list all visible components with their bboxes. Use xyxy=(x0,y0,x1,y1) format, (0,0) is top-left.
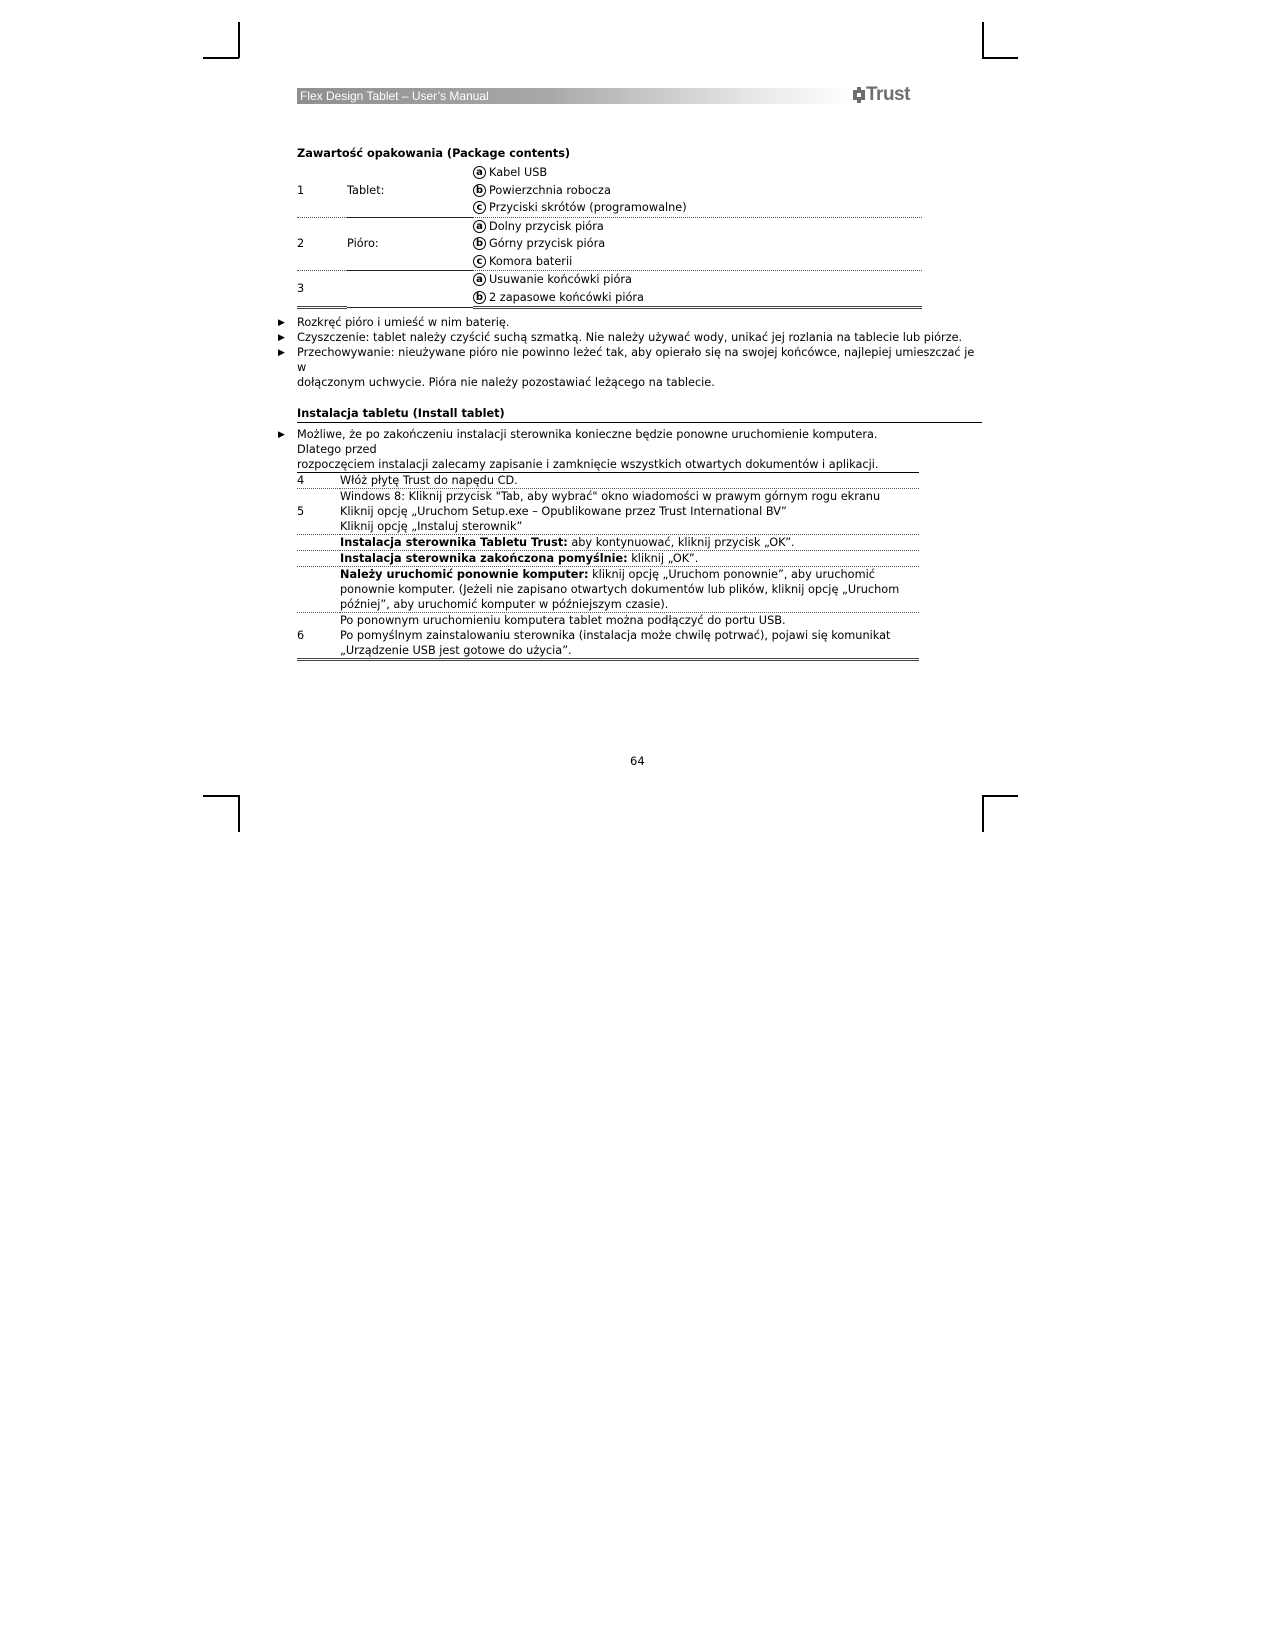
package-item-text: Górny przycisk pióra xyxy=(489,237,606,251)
bullet-arrow-icon: ▶ xyxy=(278,348,285,358)
package-item xyxy=(473,289,922,307)
package-row-items xyxy=(473,271,922,308)
header-title: Flex Design Tablet – User’s Manual xyxy=(300,89,489,103)
package-item-text: Powierzchnia robocza xyxy=(489,183,611,197)
install-title: Instalacja tabletu (Install tablet) xyxy=(297,406,982,423)
install-step-row xyxy=(297,551,919,567)
crop-mark-top-right-h xyxy=(982,57,1018,59)
notes-list xyxy=(278,315,977,390)
install-step-line: Należy uruchomić ponownie komputer: kliknij opcję „Uruchom ponownie”, aby uruchomić xyxy=(340,568,875,581)
install-step-row xyxy=(297,489,919,535)
install-step-text xyxy=(340,613,919,660)
install-step-line: Instalacja sterownika zakończona pomyślnie: kliknij „OK”. xyxy=(340,552,699,565)
package-item xyxy=(473,253,922,271)
crop-mark-top-left-v xyxy=(238,22,240,58)
package-item xyxy=(473,271,922,289)
package-item xyxy=(473,182,922,200)
package-item-text: Przyciski skrótów (programowalne) xyxy=(489,201,687,215)
trust-logo-text: Trust xyxy=(866,84,910,105)
install-step-line: Kliknij opcję „Uruchom Setup.exe – Opublikowane przez Trust International BV” xyxy=(340,505,787,518)
package-row-items xyxy=(473,164,922,217)
install-step-number: 5 xyxy=(297,489,340,535)
circled-letter-icon: b xyxy=(473,291,486,304)
install-step-bold: Należy uruchomić ponownie komputer: xyxy=(340,568,589,581)
trust-logo xyxy=(853,84,910,106)
install-step-line: później”, aby uruchomić komputer w późniejszym czasie). xyxy=(340,598,669,611)
install-step-number xyxy=(297,567,340,613)
crop-mark-top-left-h xyxy=(203,57,239,59)
install-step-number xyxy=(297,551,340,567)
install-step-number xyxy=(297,535,340,551)
bullet-arrow-icon: ▶ xyxy=(278,318,285,328)
note-item: ▶ Rozkręć pióro i umieść w nim baterię. xyxy=(278,316,510,329)
package-item xyxy=(473,235,922,253)
install-step-bold: Instalacja sterownika Tabletu Trust: xyxy=(340,536,568,549)
note-item: ▶ Czyszczenie: tablet należy czyścić suchą szmatką. Nie należy używać wody, unikać jej rozlania na tablecie lub piórze. xyxy=(278,331,963,344)
circled-letter-icon: a xyxy=(473,166,486,179)
circled-letter-icon: c xyxy=(473,255,486,268)
package-item-text: Usuwanie końcówki pióra xyxy=(489,273,632,287)
package-item-text: Kabel USB xyxy=(489,166,548,180)
package-item xyxy=(473,218,922,236)
package-row-number: 1 xyxy=(297,164,347,217)
circled-letter-icon: b xyxy=(473,237,486,250)
crop-mark-bottom-left-v xyxy=(238,795,240,832)
install-step-line: Po ponownym uruchomieniu komputera tablet można podłączyć do portu USB. xyxy=(340,614,786,627)
install-steps-table xyxy=(297,473,919,661)
crop-mark-bottom-right-h xyxy=(982,795,1018,797)
circled-letter-icon: a xyxy=(473,273,486,286)
package-item-text: Dolny przycisk pióra xyxy=(489,219,604,233)
package-contents-title: Zawartość opakowania (Package contents) xyxy=(297,147,571,160)
install-step-text xyxy=(340,567,919,613)
install-step-line: Windows 8: Kliknij przycisk "Tab, aby wybrać" okno wiadomości w prawym górnym rogu ekranu xyxy=(340,490,881,503)
install-step-text xyxy=(340,535,919,551)
package-item-text: 2 zapasowe końcówki pióra xyxy=(489,290,644,304)
crop-mark-bottom-left-h xyxy=(203,795,239,797)
install-step-text xyxy=(340,489,919,535)
install-step-line: ponownie komputer. (Jeżeli nie zapisano otwartych dokumentów lub plików, kliknij opcję „Uruchom xyxy=(340,583,900,596)
crop-mark-top-right-v xyxy=(982,22,984,58)
page-number: 64 xyxy=(630,754,645,768)
bullet-arrow-icon: ▶ xyxy=(278,430,285,440)
install-step-row xyxy=(297,613,919,660)
install-step-row xyxy=(297,473,919,489)
install-step-line: Włóż płytę Trust do napędu CD. xyxy=(340,474,518,487)
package-row-items xyxy=(473,217,922,271)
install-step-line: Po pomyślnym zainstalowaniu sterownika (instalacja może chwilę potrwać), pojawi się komunikat xyxy=(340,629,891,642)
trust-logo-icon xyxy=(853,87,865,103)
circled-letter-icon: b xyxy=(473,184,486,197)
package-row-number: 2 xyxy=(297,217,347,271)
install-step-row xyxy=(297,567,919,613)
package-row xyxy=(297,217,922,271)
page-content xyxy=(278,146,977,661)
package-row xyxy=(297,164,922,217)
install-intro: ▶ Możliwe, że po zakończeniu instalacji sterownika konieczne będzie ponowne uruchomienie komputera. Dlatego przed rozpoczęciem instalacji zalecamy zapisanie i zamknięcie wszystkich otwartych dokumentów i aplikacji. xyxy=(297,427,919,473)
install-step-number: 6 xyxy=(297,613,340,660)
package-item-text: Komora baterii xyxy=(489,254,573,268)
circled-letter-icon: a xyxy=(473,220,486,233)
package-row-name: Pióro: xyxy=(347,217,473,271)
circled-letter-icon: c xyxy=(473,201,486,214)
install-step-text xyxy=(340,473,919,489)
install-step-line: „Urządzenie USB jest gotowe do użycia”. xyxy=(340,644,572,657)
bullet-arrow-icon: ▶ xyxy=(278,333,285,343)
package-row-name xyxy=(347,271,473,308)
install-step-row xyxy=(297,535,919,551)
install-step-number: 4 xyxy=(297,473,340,489)
crop-mark-bottom-right-v xyxy=(982,795,984,832)
package-item xyxy=(473,164,922,182)
package-contents-table xyxy=(297,164,922,309)
install-step-bold: Instalacja sterownika zakończona pomyślnie: xyxy=(340,552,628,565)
install-step-line: Kliknij opcję „Instaluj sterownik” xyxy=(340,520,523,533)
install-step-line: Instalacja sterownika Tabletu Trust: aby kontynuować, kliknij przycisk „OK”. xyxy=(340,536,795,549)
package-row-name: Tablet: xyxy=(347,164,473,217)
package-item xyxy=(473,199,922,217)
note-item: ▶ Przechowywanie: nieużywane pióro nie powinno leżeć tak, aby opierało się na swojej końcówce, najlepiej umieszczać je w dołączonym uchwycie. Pióra nie należy pozostawiać leżącego na tablecie. xyxy=(278,346,975,389)
install-step-text xyxy=(340,551,919,567)
package-row xyxy=(297,271,922,308)
package-row-number: 3 xyxy=(297,271,347,308)
